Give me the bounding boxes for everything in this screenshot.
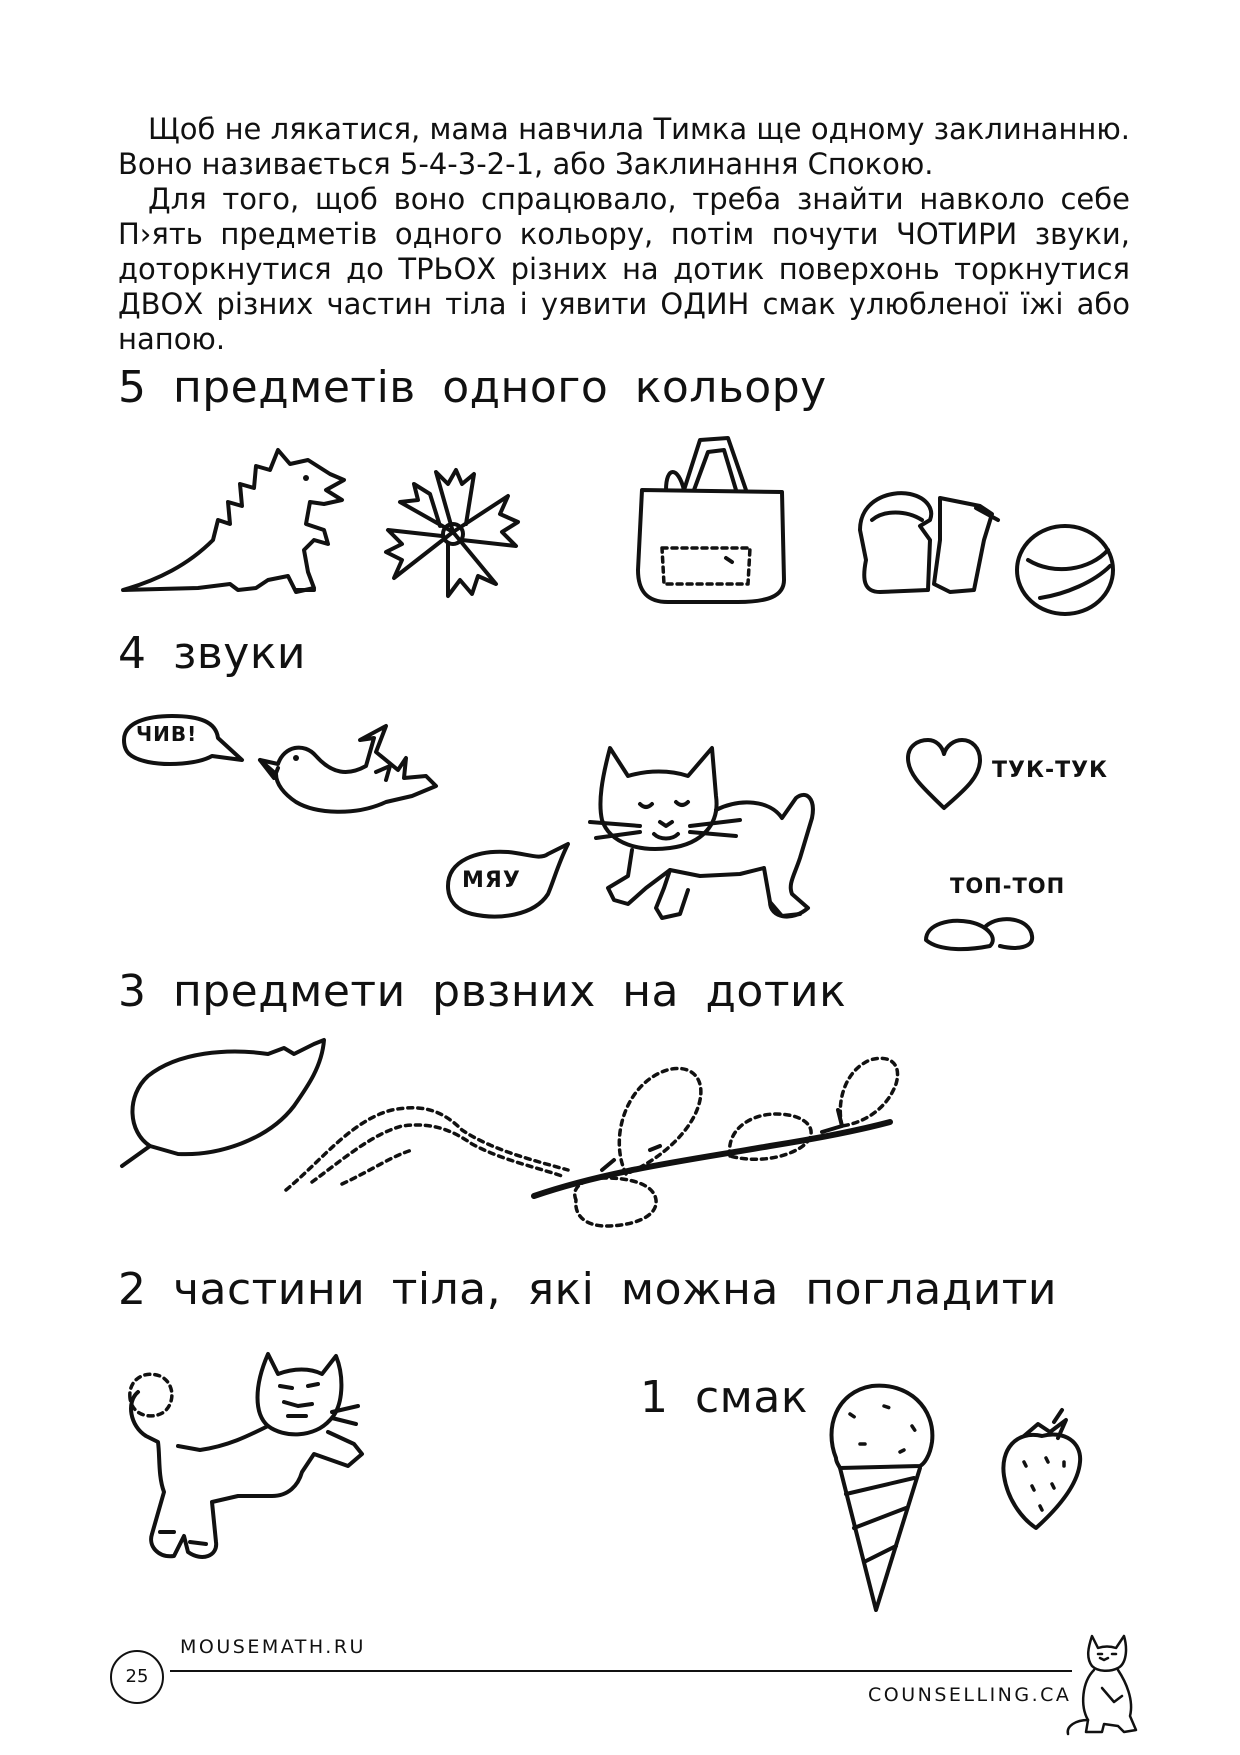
site-counselling-link[interactable]: COUNSELLING.CA [868, 1684, 1072, 1706]
ball-drawing [1010, 520, 1120, 620]
cat-sound-label: МЯУ [462, 868, 521, 893]
heart-sound-label: ТУК-ТУК [992, 758, 1109, 783]
pussy-willow-branch-drawing [530, 1050, 910, 1250]
dinosaur-drawing [118, 440, 358, 600]
intro-paragraph-2: Для того, щоб воно спрацювало, треба знайти навколо себе П›ять предметів одного кольору, потім почути ЧОТИРИ звуки, доторкнутися до ТРЬОХ різних на дотик поверхонь торкнутися ДВОХ різних частин тіла і уявити ОДИН смак улюбленої їжі або напою. [118, 182, 1130, 356]
boots-drawing [850, 480, 1010, 605]
cornflower-drawing [378, 462, 528, 602]
site-mousemath-link[interactable]: MOUSEMATH.RU [180, 1636, 366, 1658]
page-number: 25 [110, 1650, 164, 1704]
heart-drawing [904, 736, 984, 812]
sand-drawing [282, 1100, 572, 1200]
bird-drawing [256, 722, 446, 822]
cat-stroking-drawing [118, 1346, 378, 1580]
cat-drawing [570, 738, 850, 938]
ice-cream-drawing [820, 1378, 940, 1618]
intro-text [118, 112, 1130, 357]
footsteps-drawing [920, 904, 1040, 954]
heading-four-sounds: 4 звуки [118, 628, 307, 679]
cat-logo-icon [1062, 1628, 1144, 1738]
heading-five-objects: 5 предметів одного кольору [118, 362, 827, 413]
strawberry-drawing [994, 1406, 1090, 1532]
heading-three-textures: 3 предмети рвзних на дотик [118, 966, 847, 1017]
heading-two-body-parts: 2 частини тіла, які можна погладити [118, 1264, 1057, 1315]
intro-paragraph-1: Щоб не лякатися, мама навчила Тимка ще одному заклинанню. Воно називається 5-4-3-2-1, або Заклинання Спокою. [118, 112, 1130, 181]
footer-divider [170, 1670, 1072, 1672]
bird-sound-label: ЧИВ! [136, 722, 198, 746]
heading-one-taste: 1 смак [640, 1372, 808, 1423]
steps-sound-label: ТОП-ТОП [950, 874, 1066, 898]
bag-drawing [628, 430, 798, 610]
